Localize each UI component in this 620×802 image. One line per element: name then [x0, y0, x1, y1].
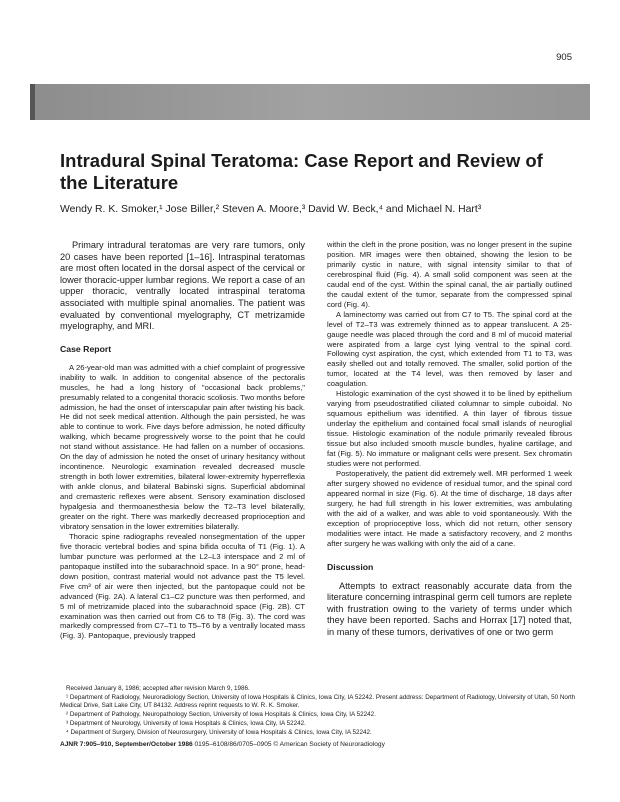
case-report-paragraph: Thoracic spine radiographs revealed nonsegmentation of the upper five thoracic vertebral bodies and spina bifida occulta of T1 (Fig. 1). A lumbar puncture was performed at the L2–L3 interspace and 2 ml of pantopaque instilled into the subarachnoid space. In a 90° prone, head-down position, contrast material would not advance past the T5 level. Five cm³ of air were then injected, but the pantopaque could not be advanced (Fig. 2A). A lateral C1–C2 puncture was then performed, and 5 ml of metrizamide placed into the subarachnoid space (Fig. 2B). CT examination was then carried out from C6 to T8 (Fig. 3). The cord was markedly compressed from C7–T1 to T5–T6 by a ventrally located mass (Fig. 3). Pantopaque, previously trapped [60, 531, 305, 641]
footnotes [60, 685, 590, 737]
abstract: Primary intradural teratomas are very rare tumors, only 20 cases have been reported [1–16]. Intraspinal teratomas are most often located in the dorsal aspect of the cervical or lower thoracic-upper lumbar regions. We report a case of an upper thoracic, ventrally located intraspinal teratoma associated with multiple spinal anomalies. The patient was evaluated by conventional myelography, CT metrizamide myelography, and MRI. [60, 240, 305, 332]
case-report-paragraph: A laminectomy was carried out from C7 to T5. The spinal cord at the level of T2–T3 was extremely thinned as to appear translucent. A 25-gauge needle was placed through the cord and 8 ml of mucoid material were aspirated from a large cyst lying ventral to the spinal cord. Following cyst aspiration, the cyst, which extended from T1 to T3, was easily shelled out and totally removed. The smaller, solid portion of the tumor, located at the T4 level, was then removed by laser and coagulation. [327, 309, 572, 389]
case-report-paragraph: within the cleft in the prone position, was no longer present in the supine position. MR images were then obtained, showing the lesion to be primarily cystic in nature, with signal intensity similar to that of cerebrospinal fluid (Fig. 4). A small solid component was seen at the caudal end of the cyst. Within the spinal canal, the air partially outlined the caudal extent of the tumor, separate from the compressed spinal cord (Fig. 4). [327, 240, 572, 309]
footnote-2: ² Department of Pathology, Neuropathology Section, University of Iowa Hospitals & Clinics, Iowa City, IA 52242. [66, 711, 376, 719]
journal-citation-line [60, 741, 385, 748]
right-column [327, 240, 572, 638]
case-report-paragraph: Postoperatively, the patient did extremely well. MR performed 1 week after surgery showed no evidence of residual tumor, and the spinal cord appeared normal in size (Fig. 6). At the time of discharge, 18 days after surgery, he had full strength in his lower extremities, was ambulating with the aid of a walker, and was able to void spontaneously. With the exception of proprioceptive loss, which did not return, other sensory modalities were intact. He made a satisfactory recovery, and 2 months after surgery he was walking with only the aid of a cane. [327, 468, 572, 548]
case-report-heading: Case Report [60, 343, 112, 354]
left-column [60, 240, 305, 641]
article-title: Intradural Spinal Teratoma: Case Report and Review of the Literature [60, 150, 543, 193]
header-band [30, 84, 590, 120]
footnote-1: ¹ Department of Radiology, Neuroradiology Section, University of Iowa Hospitals & Clinics, Iowa City, IA 52242. Present address: Department of Radiology, University of Utah, 50 North Medical Drive, Salt Lake City, UT 84132. Address reprint requests to W. R. K. Smoker. [60, 693, 576, 710]
footnote-3: ³ Department of Neurology, University of Iowa Hospitals & Clinics, Iowa City, IA 52242. [66, 719, 306, 727]
discussion-heading: Discussion [327, 561, 374, 572]
footnote-received: Received January 8, 1986; accepted after revision March 9, 1986. [66, 685, 250, 692]
journal-issn-copyright: 0195–6108/86/0705–0905 © American Society of Neuroradiology [192, 741, 385, 748]
case-report-paragraph: Histologic examination of the cyst showed it to be lined by epithelium varying from pseudostratified ciliated columnar to simple cuboidal. No squamous epithelium was identified. A thin layer of fibrous tissue underlay the epithelium and contained focal small islands of neuroglial tissue. Histologic examination of the nodule primarily revealed fibrous tissue but also included smooth muscle bundles, hyaline cartilage, and fat (Fig. 5). No immature or malignant cells were present. Sex chromatin studies were not performed. [327, 389, 572, 468]
footnote-4: ⁴ Department of Surgery, Division of Neurosurgery, University of Iowa Hospitals & Clinics, Iowa City, IA 52242. [66, 728, 372, 736]
case-report-paragraph: A 26-year-old man was admitted with a chief complaint of progressive inability to walk. In addition to congenital absence of the pectoralis muscles, he had a long history of "occasional back problems," presumably related to a congenital thoracic scoliosis. Two months before admission, he had the onset of interscapular pain after twisting his back. He did not seek medical attention. Although the pain persisted, he was able to continue to work. Five days before admission, he noted difficulty walking, which became progressively worse to the point that he could not stand without assistance. He had fallen on a number of occasions. On the day of admission he noted the onset of urinary hesitancy without incontinence. Neurologic examination revealed decreased muscle strength in both lower extremities, bilateral lower-extremity hyperreflexia with ankle clonus, and bilateral Babinski signs. Superficial abdominal and cremasteric reflexes were absent. Sensory examination disclosed hypalgesia and thermoanesthesia below the T2–T3 level bilaterally, greater on the right. There was markedly decreased proprioception and vibratory sensation in the lower extremities bilaterally. [60, 362, 305, 531]
page-number: 905 [556, 52, 572, 63]
author-list: Wendy R. K. Smoker,¹ Jose Biller,² Steven A. Moore,³ David W. Beck,⁴ and Michael N. Hart³ [60, 204, 482, 215]
journal-citation: AJNR 7:905–910, September/October 1986 [60, 741, 193, 748]
discussion-paragraph: Attempts to extract reasonably accurate data from the literature concerning intraspinal germ cell tumors are replete with frustration owing to the variety of terms under which they have been reported. Sachs and Horrax [17] noted that, in many of these tumors, derivatives of one or two germ [327, 580, 572, 637]
